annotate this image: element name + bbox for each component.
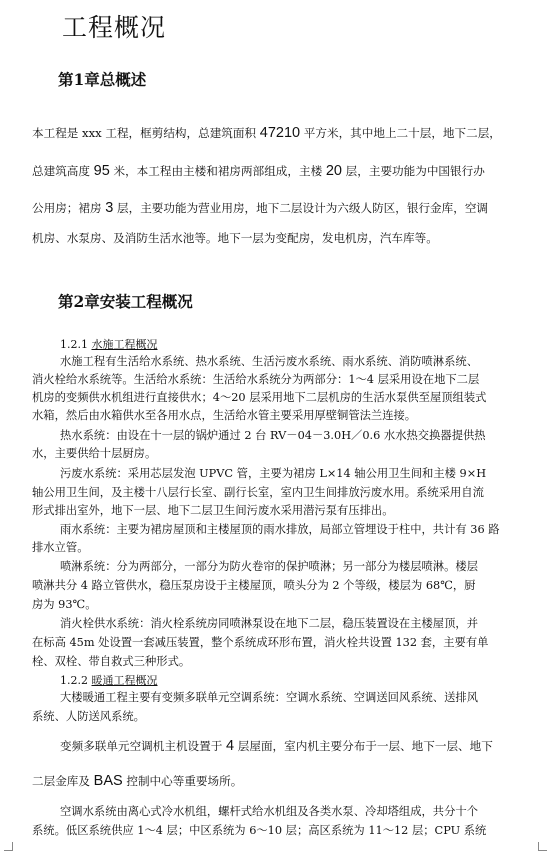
hvac-line-3: 变频多联单元空调机主机设置于 4 层屋面，室内机主要分布于一层、地下一层、地下 [60, 738, 493, 754]
crop-mark-bottom-left [4, 842, 13, 851]
water-line-4: 水箱，然后由水箱供水至各用水点，生活给水管主要采用厚壁铜管法兰连接。 [32, 409, 417, 422]
ch1-line-2: 总建筑高度 95 米，本工程由主楼和裙房两部组成，主楼 20 层，主要功能为中国银行办 [32, 163, 485, 179]
water-line-17: 栓、双栓、带自救式三种形式。 [32, 655, 191, 668]
water-line-10: 雨水系统：主要为裙房屋顶和主楼屋顶的雨水排放，局部立管埋设于柱中，共计有 36 路 [60, 523, 500, 536]
water-line-3: 机房的变频供水机组进行直接供水；4～20 层采用地下二层机房的生活水泵供至屋顶组装式 [32, 391, 487, 404]
hvac-line-2: 系统、人防送风系统。 [32, 710, 145, 723]
hvac-line-6: 系统。低区系统供应 1～4 层；中区系统为 6～10 层；高区系统为 11～12 层；CPU 系统 [32, 824, 487, 837]
water-line-1: 水施工程有生活给水系统、热水系统、生活污废水系统、雨水系统、消防喷淋系统、 [60, 355, 478, 368]
water-line-14: 房为 93℃。 [32, 598, 97, 611]
water-line-16: 在标高 45m 处设置一套减压装置，整个系统成环形布置，消火栓共设置 132 套，主要有单 [32, 636, 489, 649]
water-line-5: 热水系统：由设在十一层的锅炉通过 2 台 RV－04－3.0H／0.6 水水热交换器提供热 [60, 429, 486, 442]
hvac-line-4: 二层金库及 BAS 控制中心等重要场所。 [32, 773, 243, 789]
water-line-8: 轴公用卫生间，及主楼十八层行长室、副行长室，室内卫生间排放污废水用。系统采用自流 [32, 486, 484, 499]
water-line-9: 形式排出室外，地下一层、地下二层卫生间污废水采用潜污泵有压排出。 [32, 504, 394, 517]
water-line-6: 水，主要供给十层厨房。 [32, 447, 157, 460]
chapter-2-heading: 第2章安装工程概况 [58, 292, 193, 311]
ch1-line-3: 公用房；裙房 3 层，主要功能为营业用房，地下二层设计为六级人防区，银行金库，空调 [32, 200, 489, 216]
water-line-13: 喷淋共分 4 路立管供水，稳压泵房设于主楼屋顶，喷头分为 2 个等级，楼层为 68℃，厨 [32, 579, 476, 592]
hvac-line-1: 大楼暖通工程主要有变频多联单元空调系统：空调水系统、空调送回风系统、送排风 [60, 691, 478, 704]
water-line-11: 排水立管。 [32, 541, 89, 554]
water-line-2: 消火栓给水系统等。生活给水系统：生活给水系统分为两部分：1～4 层采用设在地下二层 [32, 373, 480, 386]
document-title: 工程概况 [62, 13, 167, 42]
chapter-1-heading: 第1章总概述 [58, 70, 147, 89]
water-line-15: 消火栓供水系统：消火栓系统房同喷淋泵设在地下二层，稳压装置设在主楼屋顶，并 [60, 617, 478, 630]
crop-mark-bottom-right [538, 842, 547, 851]
hvac-line-5: 空调水系统由离心式冷水机组，螺杆式给水机组及各类水泵、冷却塔组成，共分十个 [60, 805, 478, 818]
ch1-line-4: 机房、水泵房、及消防生活水池等。地下一层为变配房，发电机房，汽车库等。 [32, 231, 438, 245]
water-line-12: 喷淋系统：分为两部分，一部分为防火卷帘的保护喷淋；另一部分为楼层喷淋。楼层 [60, 560, 478, 573]
ch1-line-1: 本工程是 xxx 工程，框剪结构，总建筑面积 47210 平方米，其中地上二十层，地下二层， [32, 125, 501, 141]
water-line-7: 污废水系统：采用芯层发泡 UPVC 管，主要为裙房 L×14 轴公用卫生间和主楼 9×H [60, 467, 487, 480]
section-1-2-2-heading: 1.2.2 暖通工程概况 [60, 674, 158, 687]
section-1-2-1-heading: 1.2.1 水施工程概况 [60, 338, 158, 351]
